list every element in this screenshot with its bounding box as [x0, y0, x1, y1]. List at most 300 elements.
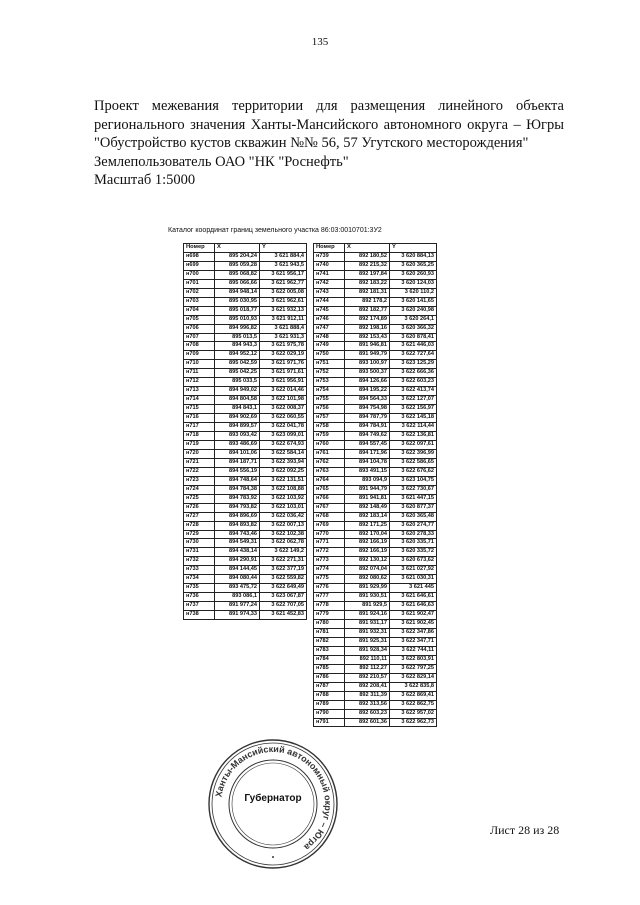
table-row	[184, 512, 307, 521]
x-coordinate-cell: 892 166,19	[345, 539, 390, 548]
y-coordinate-cell: 3 620 365,25	[390, 261, 437, 270]
x-coordinate-cell: 895 204,24	[215, 252, 260, 261]
table-row	[184, 297, 307, 306]
x-coordinate-cell: 894 784,91	[345, 423, 390, 432]
title-line-3: "Обустройство кустов скважин №№ 56, 57 Угутского месторождения"	[94, 135, 529, 151]
y-coordinate-cell: 3 622 041,78	[260, 423, 307, 432]
x-coordinate-cell: 894 101,06	[215, 449, 260, 458]
header-number: Номер	[184, 244, 215, 253]
table-row	[184, 566, 307, 575]
x-coordinate-cell: 891 932,31	[345, 628, 390, 637]
table-row	[184, 503, 307, 512]
x-coordinate-cell: 891 929,99	[345, 584, 390, 593]
x-coordinate-cell: 894 564,33	[345, 396, 390, 405]
x-coordinate-cell: 894 557,45	[345, 440, 390, 449]
point-number-cell: н750	[314, 351, 345, 360]
x-coordinate-cell: 894 748,64	[215, 476, 260, 485]
point-number-cell: н763	[314, 467, 345, 476]
x-coordinate-cell: 892 183,22	[345, 279, 390, 288]
catalog-caption: Каталог координат границ земельного участка 86:03:0010701:3У2	[168, 227, 382, 234]
x-coordinate-cell: 895 068,82	[215, 270, 260, 279]
table-row	[314, 646, 437, 655]
x-coordinate-cell: 892 171,25	[345, 521, 390, 530]
y-coordinate-cell: 3 621 446,03	[390, 342, 437, 351]
table-row	[184, 378, 307, 387]
table-row	[184, 485, 307, 494]
table-row	[184, 333, 307, 342]
title-line-5: Масштаб 1:5000	[94, 172, 196, 188]
y-coordinate-cell: 3 621 956,17	[260, 270, 307, 279]
y-coordinate-cell: 3 621 030,31	[390, 575, 437, 584]
table-row	[314, 521, 437, 530]
y-coordinate-cell: 3 623 067,87	[260, 593, 307, 602]
point-number-cell: н725	[184, 494, 215, 503]
y-coordinate-cell: 3 622 014,46	[260, 387, 307, 396]
point-number-cell: н755	[314, 396, 345, 405]
y-coordinate-cell: 3 622 584,14	[260, 449, 307, 458]
y-coordinate-cell: 3 622 060,55	[260, 414, 307, 423]
point-number-cell: н766	[314, 494, 345, 503]
point-number-cell: н715	[184, 405, 215, 414]
y-coordinate-cell: 3 621 447,15	[390, 494, 437, 503]
x-coordinate-cell: 891 931,17	[345, 620, 390, 629]
y-coordinate-cell: 3 621 962,77	[260, 279, 307, 288]
table-row	[184, 548, 307, 557]
point-number-cell: н788	[314, 691, 345, 700]
point-number-cell: н736	[184, 593, 215, 602]
point-number-cell: н770	[314, 530, 345, 539]
y-coordinate-cell: 3 621 646,63	[390, 602, 437, 611]
y-coordinate-cell: 3 622 097,61	[390, 440, 437, 449]
table-row	[184, 539, 307, 548]
x-coordinate-cell: 894 171,96	[345, 449, 390, 458]
page-number: 135	[311, 36, 329, 48]
x-coordinate-cell: 892 074,04	[345, 566, 390, 575]
header-y: Y	[390, 244, 437, 253]
point-number-cell: н771	[314, 539, 345, 548]
header-x: X	[215, 244, 260, 253]
x-coordinate-cell: 895 030,95	[215, 297, 260, 306]
y-coordinate-cell: 3 621 888,4	[260, 324, 307, 333]
point-number-cell: н720	[184, 449, 215, 458]
x-coordinate-cell: 892 183,14	[345, 512, 390, 521]
x-coordinate-cell: 894 896,69	[215, 512, 260, 521]
point-number-cell: н703	[184, 297, 215, 306]
x-coordinate-cell: 891 977,24	[215, 602, 260, 611]
y-coordinate-cell: 3 622 649,49	[260, 584, 307, 593]
x-coordinate-cell: 894 899,57	[215, 423, 260, 432]
table-row	[314, 718, 437, 727]
table-row	[184, 387, 307, 396]
x-coordinate-cell: 892 313,56	[345, 700, 390, 709]
y-coordinate-cell: 3 622 127,07	[390, 396, 437, 405]
point-number-cell: н701	[184, 279, 215, 288]
seal-star-icon: •	[271, 853, 275, 862]
table-row	[314, 351, 437, 360]
table-row	[314, 476, 437, 485]
x-coordinate-cell: 894 996,82	[215, 324, 260, 333]
table-row	[314, 261, 437, 270]
y-coordinate-cell: 3 620 335,71	[390, 539, 437, 548]
coordinate-table-left	[183, 243, 307, 620]
x-coordinate-cell: 894 902,69	[215, 414, 260, 423]
table-row	[314, 548, 437, 557]
x-coordinate-cell: 893 491,15	[345, 467, 390, 476]
table-row	[314, 566, 437, 575]
x-coordinate-cell: 895 013,5	[215, 333, 260, 342]
point-number-cell: н738	[184, 611, 215, 620]
y-coordinate-cell: 3 621 943,5	[260, 261, 307, 270]
table-row	[314, 691, 437, 700]
y-coordinate-cell: 3 622 108,88	[260, 485, 307, 494]
point-number-cell: н734	[184, 575, 215, 584]
document-title	[94, 97, 564, 190]
table-row	[314, 306, 437, 315]
y-coordinate-cell: 3 622 149,2	[260, 548, 307, 557]
point-number-cell: н780	[314, 620, 345, 629]
x-coordinate-cell: 892 198,16	[345, 324, 390, 333]
table-row	[314, 414, 437, 423]
x-coordinate-cell: 891 944,79	[345, 485, 390, 494]
y-coordinate-cell: 3 622 603,23	[390, 378, 437, 387]
table-row	[184, 351, 307, 360]
y-coordinate-cell: 3 622 730,67	[390, 485, 437, 494]
table-row	[184, 476, 307, 485]
point-number-cell: н730	[184, 539, 215, 548]
table-row	[314, 503, 437, 512]
table-row	[314, 405, 437, 414]
y-coordinate-cell: 3 620 260,93	[390, 270, 437, 279]
point-number-cell: н731	[184, 548, 215, 557]
point-number-cell: н735	[184, 584, 215, 593]
point-number-cell: н765	[314, 485, 345, 494]
table-row	[184, 494, 307, 503]
x-coordinate-cell: 895 066,66	[215, 279, 260, 288]
y-coordinate-cell: 3 622 666,36	[390, 369, 437, 378]
table-row	[314, 628, 437, 637]
y-coordinate-cell: 3 620 264,1	[390, 315, 437, 324]
x-coordinate-cell: 891 974,33	[215, 611, 260, 620]
point-number-cell: н745	[314, 306, 345, 315]
y-coordinate-cell: 3 622 103,92	[260, 494, 307, 503]
y-coordinate-cell: 3 622 136,81	[390, 432, 437, 441]
point-number-cell: н710	[184, 360, 215, 369]
point-number-cell: н754	[314, 387, 345, 396]
table-row	[314, 297, 437, 306]
x-coordinate-cell: 894 784,38	[215, 485, 260, 494]
table-row	[184, 521, 307, 530]
y-coordinate-cell: 3 621 445	[390, 584, 437, 593]
y-coordinate-cell: 3 623 099,01	[260, 432, 307, 441]
x-coordinate-cell: 895 033,5	[215, 378, 260, 387]
table-row	[184, 405, 307, 414]
point-number-cell: н753	[314, 378, 345, 387]
y-coordinate-cell: 3 621 931,3	[260, 333, 307, 342]
point-number-cell: н718	[184, 432, 215, 441]
x-coordinate-cell: 892 311,39	[345, 691, 390, 700]
x-coordinate-cell: 892 215,32	[345, 261, 390, 270]
y-coordinate-cell: 3 620 673,62	[390, 557, 437, 566]
x-coordinate-cell: 894 952,12	[215, 351, 260, 360]
y-coordinate-cell: 3 620 124,03	[390, 279, 437, 288]
x-coordinate-cell: 893 094,9	[345, 476, 390, 485]
table-row	[314, 512, 437, 521]
table-row	[184, 342, 307, 351]
seal-ring-textpath: Ханты-Мансийский автономный округ – Югра	[213, 743, 334, 853]
y-coordinate-cell: 3 622 862,75	[390, 700, 437, 709]
y-coordinate-cell: 3 623 125,29	[390, 360, 437, 369]
table-row	[184, 440, 307, 449]
point-number-cell: н761	[314, 449, 345, 458]
point-number-cell: н774	[314, 566, 345, 575]
x-coordinate-cell: 892 603,23	[345, 709, 390, 718]
point-number-cell: н727	[184, 512, 215, 521]
point-number-cell: н758	[314, 423, 345, 432]
x-coordinate-cell: 894 949,02	[215, 387, 260, 396]
point-number-cell: н787	[314, 682, 345, 691]
table-row	[314, 333, 437, 342]
y-coordinate-cell: 3 622 707,05	[260, 602, 307, 611]
y-coordinate-cell: 3 622 271,31	[260, 557, 307, 566]
table-row	[314, 467, 437, 476]
x-coordinate-cell: 894 943,3	[215, 342, 260, 351]
y-coordinate-cell: 3 622 744,11	[390, 646, 437, 655]
y-coordinate-cell: 3 620 110,2	[390, 288, 437, 297]
point-number-cell: н749	[314, 342, 345, 351]
y-coordinate-cell: 3 621 452,83	[260, 611, 307, 620]
y-coordinate-cell: 3 620 274,77	[390, 521, 437, 530]
y-coordinate-cell: 3 622 114,44	[390, 423, 437, 432]
point-number-cell: н778	[314, 602, 345, 611]
point-number-cell: н743	[314, 288, 345, 297]
table-row	[184, 270, 307, 279]
point-number-cell: н726	[184, 503, 215, 512]
table-row	[184, 575, 307, 584]
point-number-cell: н722	[184, 467, 215, 476]
title-line-4: Землепользователь ОАО "НК "Роснефть"	[94, 153, 349, 170]
sheet-number: Лист 28 из 28	[490, 823, 560, 837]
table-row	[314, 709, 437, 718]
table-row	[184, 369, 307, 378]
table-row	[184, 279, 307, 288]
table-row	[314, 664, 437, 673]
title-line-2: регионального значения Ханты-Мансийского автономного округа – Югры	[94, 116, 564, 133]
x-coordinate-cell: 891 925,31	[345, 637, 390, 646]
table-row	[314, 620, 437, 629]
y-coordinate-cell: 3 622 092,25	[260, 467, 307, 476]
point-number-cell: н712	[184, 378, 215, 387]
x-coordinate-cell: 894 549,31	[215, 539, 260, 548]
x-coordinate-cell: 894 144,45	[215, 566, 260, 575]
x-coordinate-cell: 893 100,97	[345, 360, 390, 369]
y-coordinate-cell: 3 622 101,98	[260, 396, 307, 405]
point-number-cell: н709	[184, 351, 215, 360]
point-number-cell: н762	[314, 458, 345, 467]
point-number-cell: н746	[314, 315, 345, 324]
y-coordinate-cell: 3 621 902,45	[390, 620, 437, 629]
point-number-cell: н756	[314, 405, 345, 414]
y-coordinate-cell: 3 621 932,13	[260, 306, 307, 315]
point-number-cell: н772	[314, 548, 345, 557]
table-row	[184, 360, 307, 369]
y-coordinate-cell: 3 622 377,19	[260, 566, 307, 575]
x-coordinate-cell: 892 181,31	[345, 288, 390, 297]
point-number-cell: н779	[314, 611, 345, 620]
point-number-cell: н769	[314, 521, 345, 530]
x-coordinate-cell: 893 500,37	[345, 369, 390, 378]
table-row	[314, 342, 437, 351]
x-coordinate-cell: 892 197,84	[345, 270, 390, 279]
point-number-cell: н776	[314, 584, 345, 593]
y-coordinate-cell: 3 621 956,91	[260, 378, 307, 387]
x-coordinate-cell: 892 166,19	[345, 548, 390, 557]
y-coordinate-cell: 3 620 278,33	[390, 530, 437, 539]
point-number-cell: н717	[184, 423, 215, 432]
y-coordinate-cell: 3 622 103,01	[260, 503, 307, 512]
x-coordinate-cell: 891 930,51	[345, 593, 390, 602]
point-number-cell: н777	[314, 593, 345, 602]
point-number-cell: н721	[184, 458, 215, 467]
table-row	[314, 602, 437, 611]
table-header-row	[314, 244, 437, 253]
seal-graphic	[205, 736, 341, 872]
y-coordinate-cell: 3 620 141,65	[390, 297, 437, 306]
table-row	[314, 682, 437, 691]
y-coordinate-cell: 3 622 957,02	[390, 709, 437, 718]
title-line-1: Проект межевания территории для размещения линейного объекта	[94, 98, 564, 114]
point-number-cell: н713	[184, 387, 215, 396]
table-row	[184, 423, 307, 432]
y-coordinate-cell: 3 622 102,38	[260, 530, 307, 539]
table-row	[314, 485, 437, 494]
y-coordinate-cell: 3 622 962,73	[390, 718, 437, 727]
x-coordinate-cell: 892 180,52	[345, 252, 390, 261]
y-coordinate-cell: 3 621 884,4	[260, 252, 307, 261]
x-coordinate-cell: 894 104,78	[345, 458, 390, 467]
y-coordinate-cell: 3 622 131,51	[260, 476, 307, 485]
x-coordinate-cell: 892 148,49	[345, 503, 390, 512]
x-coordinate-cell: 895 010,93	[215, 315, 260, 324]
table-row	[314, 315, 437, 324]
y-coordinate-cell: 3 621 902,47	[390, 611, 437, 620]
y-coordinate-cell: 3 621 975,78	[260, 342, 307, 351]
point-number-cell: н714	[184, 396, 215, 405]
y-coordinate-cell: 3 622 869,41	[390, 691, 437, 700]
point-number-cell: н719	[184, 440, 215, 449]
point-number-cell: н748	[314, 333, 345, 342]
x-coordinate-cell: 894 195,22	[345, 387, 390, 396]
table-row	[184, 306, 307, 315]
y-coordinate-cell: 3 620 878,41	[390, 333, 437, 342]
x-coordinate-cell: 894 754,98	[345, 405, 390, 414]
point-number-cell: н700	[184, 270, 215, 279]
y-coordinate-cell: 3 620 335,72	[390, 548, 437, 557]
x-coordinate-cell: 895 018,77	[215, 306, 260, 315]
point-number-cell: н775	[314, 575, 345, 584]
x-coordinate-cell: 893 093,42	[215, 432, 260, 441]
table-row	[314, 637, 437, 646]
table-row	[314, 369, 437, 378]
point-number-cell: н759	[314, 432, 345, 441]
table-row	[314, 449, 437, 458]
y-coordinate-cell: 3 622 829,14	[390, 673, 437, 682]
table-row	[184, 584, 307, 593]
table-row	[314, 575, 437, 584]
table-row	[314, 458, 437, 467]
point-number-cell: н698	[184, 252, 215, 261]
x-coordinate-cell: 892 110,11	[345, 655, 390, 664]
point-number-cell: н739	[314, 252, 345, 261]
x-coordinate-cell: 892 170,04	[345, 530, 390, 539]
point-number-cell: н760	[314, 440, 345, 449]
table-row	[184, 315, 307, 324]
x-coordinate-cell: 892 130,12	[345, 557, 390, 566]
table-row	[314, 387, 437, 396]
y-coordinate-cell: 3 620 240,98	[390, 306, 437, 315]
y-coordinate-cell: 3 622 835,8	[390, 682, 437, 691]
table-row	[184, 252, 307, 261]
point-number-cell: н716	[184, 414, 215, 423]
point-number-cell: н707	[184, 333, 215, 342]
y-coordinate-cell: 3 622 559,82	[260, 575, 307, 584]
x-coordinate-cell: 893 086,1	[215, 593, 260, 602]
point-number-cell: н733	[184, 566, 215, 575]
point-number-cell: н767	[314, 503, 345, 512]
point-number-cell: н768	[314, 512, 345, 521]
table-row	[314, 611, 437, 620]
x-coordinate-cell: 892 174,89	[345, 315, 390, 324]
table-row	[184, 396, 307, 405]
seal-label: Губернатор	[244, 793, 302, 804]
y-coordinate-cell: 3 623 104,75	[390, 476, 437, 485]
table-row	[314, 539, 437, 548]
x-coordinate-cell: 894 438,14	[215, 548, 260, 557]
point-number-cell: н742	[314, 279, 345, 288]
table-header-row	[184, 244, 307, 253]
table-row	[184, 467, 307, 476]
table-row	[314, 252, 437, 261]
table-row	[184, 458, 307, 467]
x-coordinate-cell: 894 290,91	[215, 557, 260, 566]
y-coordinate-cell: 3 621 912,11	[260, 315, 307, 324]
y-coordinate-cell: 3 622 797,25	[390, 664, 437, 673]
point-number-cell: н747	[314, 324, 345, 333]
y-coordinate-cell: 3 621 971,61	[260, 369, 307, 378]
table-row	[314, 396, 437, 405]
table-row	[314, 440, 437, 449]
table-row	[184, 414, 307, 423]
x-coordinate-cell: 894 187,71	[215, 458, 260, 467]
point-number-cell: н729	[184, 530, 215, 539]
x-coordinate-cell: 892 080,62	[345, 575, 390, 584]
x-coordinate-cell: 894 948,14	[215, 288, 260, 297]
point-number-cell: н757	[314, 414, 345, 423]
y-coordinate-cell: 3 622 727,64	[390, 351, 437, 360]
y-coordinate-cell: 3 622 676,62	[390, 467, 437, 476]
y-coordinate-cell: 3 622 393,94	[260, 458, 307, 467]
y-coordinate-cell: 3 620 877,37	[390, 503, 437, 512]
y-coordinate-cell: 3 622 062,78	[260, 539, 307, 548]
x-coordinate-cell: 891 929,5	[345, 602, 390, 611]
table-row	[314, 700, 437, 709]
y-coordinate-cell: 3 621 646,61	[390, 593, 437, 602]
point-number-cell: н711	[184, 369, 215, 378]
y-coordinate-cell: 3 622 008,37	[260, 405, 307, 414]
table-row	[314, 279, 437, 288]
point-number-cell: н790	[314, 709, 345, 718]
point-number-cell: н783	[314, 646, 345, 655]
coordinate-table-right-body	[314, 252, 437, 727]
